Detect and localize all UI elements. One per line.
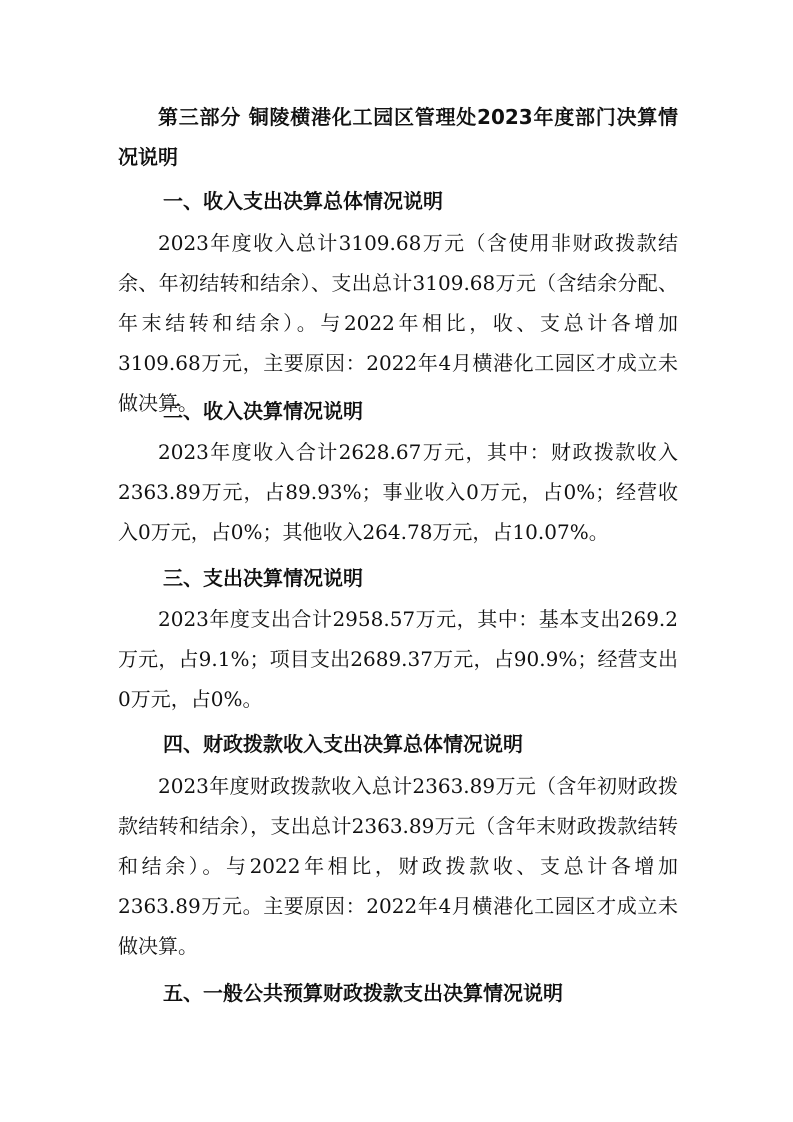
section-paragraph-2: 2023年度收入合计2628.67万元，其中：财政拨款收入2363.89万元，占89.93%；事业收入0万元，占0%；经营收入0万元，占0%；其他收入264.78万元，占10.07%。 — [118, 440, 678, 544]
section-heading-2: 二、收入决算情况说明 — [163, 399, 363, 423]
document-title: 第三部分 铜陵横港化工园区管理处2023年度部门决算情况说明 — [118, 105, 678, 169]
section-heading-3: 三、支出决算情况说明 — [163, 566, 363, 590]
section-heading-4: 四、财政拨款收入支出决算总体情况说明 — [163, 732, 523, 756]
section-heading-1: 一、收入支出决算总体情况说明 — [163, 189, 443, 213]
section-heading-5: 五、一般公共预算财政拨款支出决算情况说明 — [163, 981, 563, 1005]
section-paragraph-3: 2023年度支出合计2958.57万元，其中：基本支出269.2万元，占9.1%；项目支出2689.37万元，占90.9%；经营支出0万元，占0%。 — [118, 607, 678, 711]
section-paragraph-4: 2023年度财政拨款收入总计2363.89万元（含年初财政拨款结转和结余），支出总计2363.89万元（含年末财政拨款结转和结余）。与2022年相比，财政拨款收、支总计各增加2363.89万元。主要原因：2022年4月横港化工园区才成立未做决算。 — [118, 774, 678, 958]
section-paragraph-1: 2023年度收入总计3109.68万元（含使用非财政拨款结余、年初结转和结余）、支出总计3109.68万元（含结余分配、年末结转和结余）。与2022年相比，收、支总计各增加3109.68万元，主要原因：2022年4月横港化工园区才成立未做决算。 — [118, 231, 678, 415]
